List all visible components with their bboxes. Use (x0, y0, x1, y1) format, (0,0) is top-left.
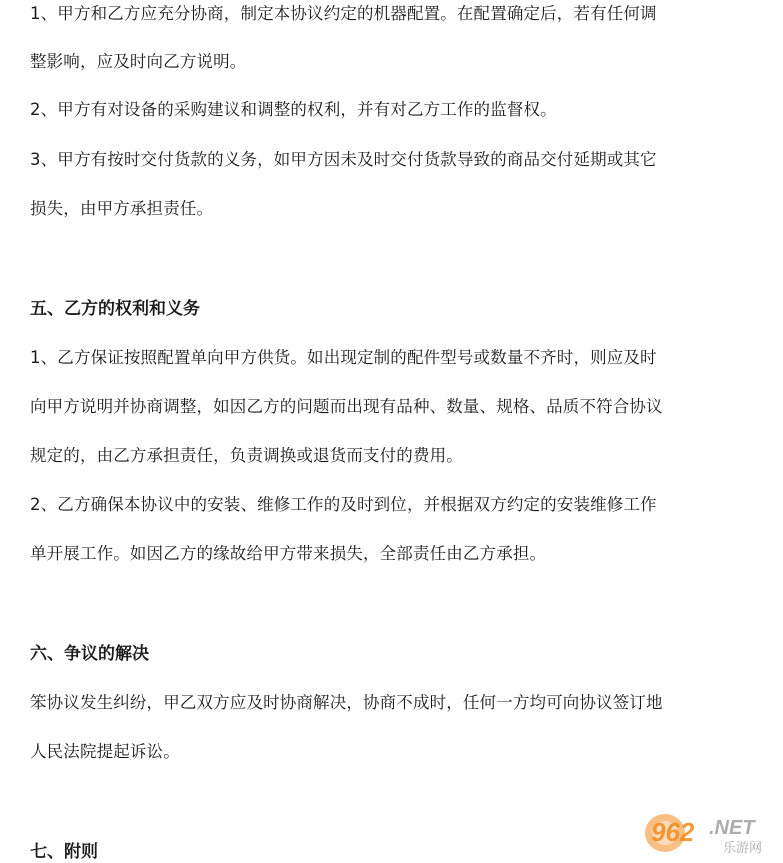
paragraph-line: 人民法院提起诉讼。 (30, 742, 180, 761)
section-heading: 六、争议的解决 (30, 644, 149, 664)
paragraph-line: 整影响，应及时向乙方说明。 (30, 52, 247, 71)
paragraph-line: 1、乙方保证按照配置单向甲方供货。如出现定制的配件型号或数量不齐时，则应及时 (30, 348, 657, 367)
paragraph-line: 损失，由甲方承担责任。 (30, 199, 214, 218)
section-heading: 七、附则 (30, 842, 98, 862)
watermark-number: 962 (651, 817, 695, 847)
paragraph-line: 2、甲方有对设备的采购建议和调整的权利，并有对乙方工作的监督权。 (30, 100, 557, 119)
section-heading: 五、乙方的权利和义务 (30, 299, 200, 319)
watermark-suffix: .NET (709, 817, 755, 839)
paragraph-line: 单开展工作。如因乙方的缘故给甲方带来损失，全部责任由乙方承担。 (30, 544, 547, 563)
watermark-logo-graphic (643, 807, 777, 857)
paragraph-line: 笨协议发生纠纷，甲乙双方应及时协商解决，协商不成时，任何一方均可向协议签订地 (30, 693, 663, 712)
paragraph-line: 规定的，由乙方承担责任，负责调换或退货而支付的费用。 (30, 446, 463, 465)
paragraph-line: 3、甲方有按时交付货款的义务，如甲方因未及时交付货款导致的商品交付延期或其它 (30, 150, 657, 169)
site-watermark-logo (643, 807, 777, 857)
paragraph-line: 向甲方说明并协商调整，如因乙方的问题而出现有品种、数量、规格、品质不符合协议 (30, 397, 663, 416)
watermark-subtitle: 乐游网 (723, 841, 763, 856)
paragraph-line: 2、乙方确保本协议中的安装、维修工作的及时到位，并根据双方约定的安装维修工作 (30, 495, 657, 514)
paragraph-line: 1、甲方和乙方应充分协商，制定本协议约定的机器配置。在配置确定后，若有任何调 (30, 4, 657, 23)
